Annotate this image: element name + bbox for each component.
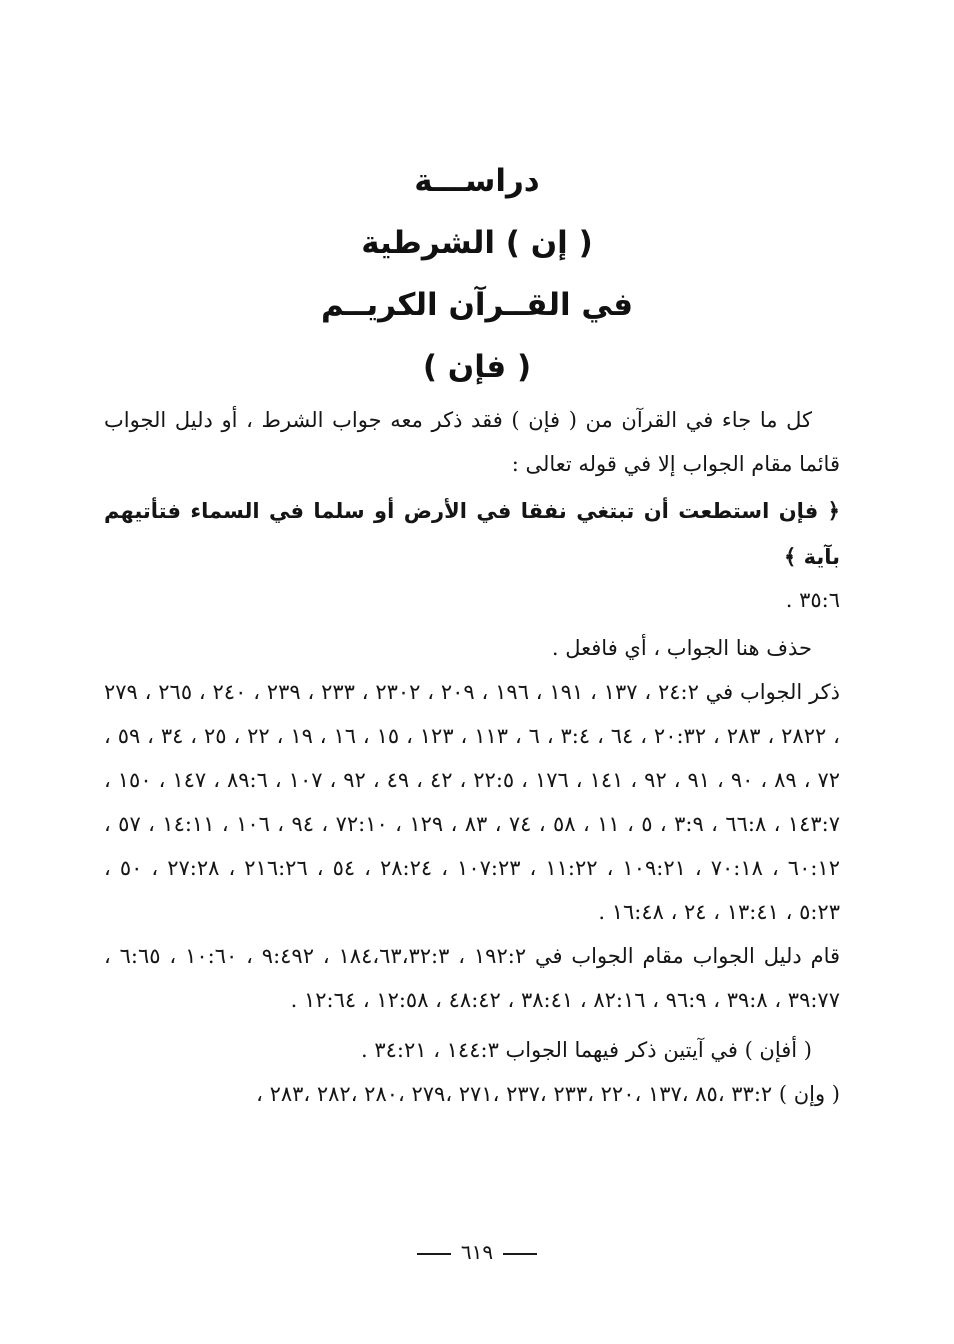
dash-right bbox=[417, 1253, 451, 1255]
intro-paragraph: كل ما جاء في القرآن من ( فإن ) فقد ذكر معه جواب الشرط ، أو دليل الجواب قائما مقام الجواب إلا في قوله تعالى : bbox=[104, 408, 840, 476]
title-line-conditional-in: ( إن ) الشرطية bbox=[361, 225, 593, 261]
quran-verse: ﴿ فإن استطعت أن تبتغي نفقا في الأرض أو سلما في السماء فتأتيهم بآية ﴾ bbox=[104, 499, 840, 569]
omitted-answer-paragraph: حذف هنا الجواب ، أي فافعل . bbox=[551, 636, 812, 660]
verse-reference: ٣٥:٦ . bbox=[785, 588, 840, 612]
title-line-quran: في القــرآن الكريــم bbox=[320, 287, 634, 323]
body-text bbox=[104, 398, 840, 1116]
dash-left bbox=[503, 1253, 537, 1255]
afain-paragraph: ( أفإن ) في آيتين ذكر فيهما الجواب ١٤٤:٣ ، ٣٤:٢١ . bbox=[360, 1038, 812, 1062]
title-line-study: دراســـة bbox=[414, 163, 540, 199]
page-number-footer bbox=[0, 1240, 954, 1264]
page-number: ٦١٩ bbox=[460, 1240, 494, 1264]
title-line-fain: ( فإن ) bbox=[422, 349, 532, 385]
evidence-answer-list: قام دليل الجواب مقام الجواب في ١٩٢:٢ ، ١٨٤،٦٣،٣٢:٣ ، ٩:٤٩٢ ، ١٠:٦٠ ، ٦:٦٥ ، ٣٩:٧٧ ، ٣٩:٨ ، ٩٦:٩ ، ٨٢:١٦ ، ٣٨:٤١ ، ٤٨:٤٢ ، ١٢:٥٨ ، ١٢:٦٤ . bbox=[104, 944, 841, 1012]
mentioned-answer-list: ذكر الجواب في ٢٤:٢ ، ١٣٧ ، ١٩١ ، ١٩٦ ، ٢٠٩ ، ٢٣٠٢ ، ٢٣٣ ، ٢٣٩ ، ٢٤٠ ، ٢٦٥ ، ٢٧٩ ، ٢٨٢٢ ، ٢٨٣ ، ٢٠:٣٢ ، ٦٤ ، ٣:٤ ، ٦ ، ١١٣ ، ١٢٣ ، ١٥ ، ١٦ ، ١٩ ، ٢٢ ، ٢٥ ، ٣٤ ، ٥٩ ، ٧٢ ، ٨٩ ، ٩٠ ، ٩١ ، ٩٢ ، ١٤١ ، ١٧٦ ، ٢٢:٥ ، ٤٢ ، ٤٩ ، ٩٢ ، ١٠٧ ، ٨٩:٦ ، ١٤٧ ، ١٥٠ ، ١٤٣:٧ ، ٦٦:٨ ، ٣:٩ ، ٥ ، ١١ ، ٥٨ ، ٧٤ ، ٨٣ ، ١٢٩ ، ٧٢:١٠ ، ٩٤ ، ١٠٦ ، ١٤:١١ ، ٥٧ ، ٦٠:١٢ ، ٧٠:١٨ ، ١٠٩:٢١ ، ١١:٢٢ ، ١٠٧:٢٣ ، ٢٨:٢٤ ، ٥٤ ، ٢١٦:٢٦ ، ٢٧:٢٨ ، ٥٠ ، ٥:٢٣ ، ١٣:٤١ ، ٢٤ ، ١٦:٤٨ . bbox=[104, 680, 841, 924]
chapter-title bbox=[0, 150, 954, 398]
wain-paragraph: ( وإن ) ٣٣:٢ ،٨٥ ،١٣٧ ،٢٢٠ ،٢٣٣ ،٢٣٧ ،٢٧١ ،٢٧٩ ،٢٨٠ ،٢٨٢ ،٢٨٣ ، bbox=[256, 1082, 840, 1106]
